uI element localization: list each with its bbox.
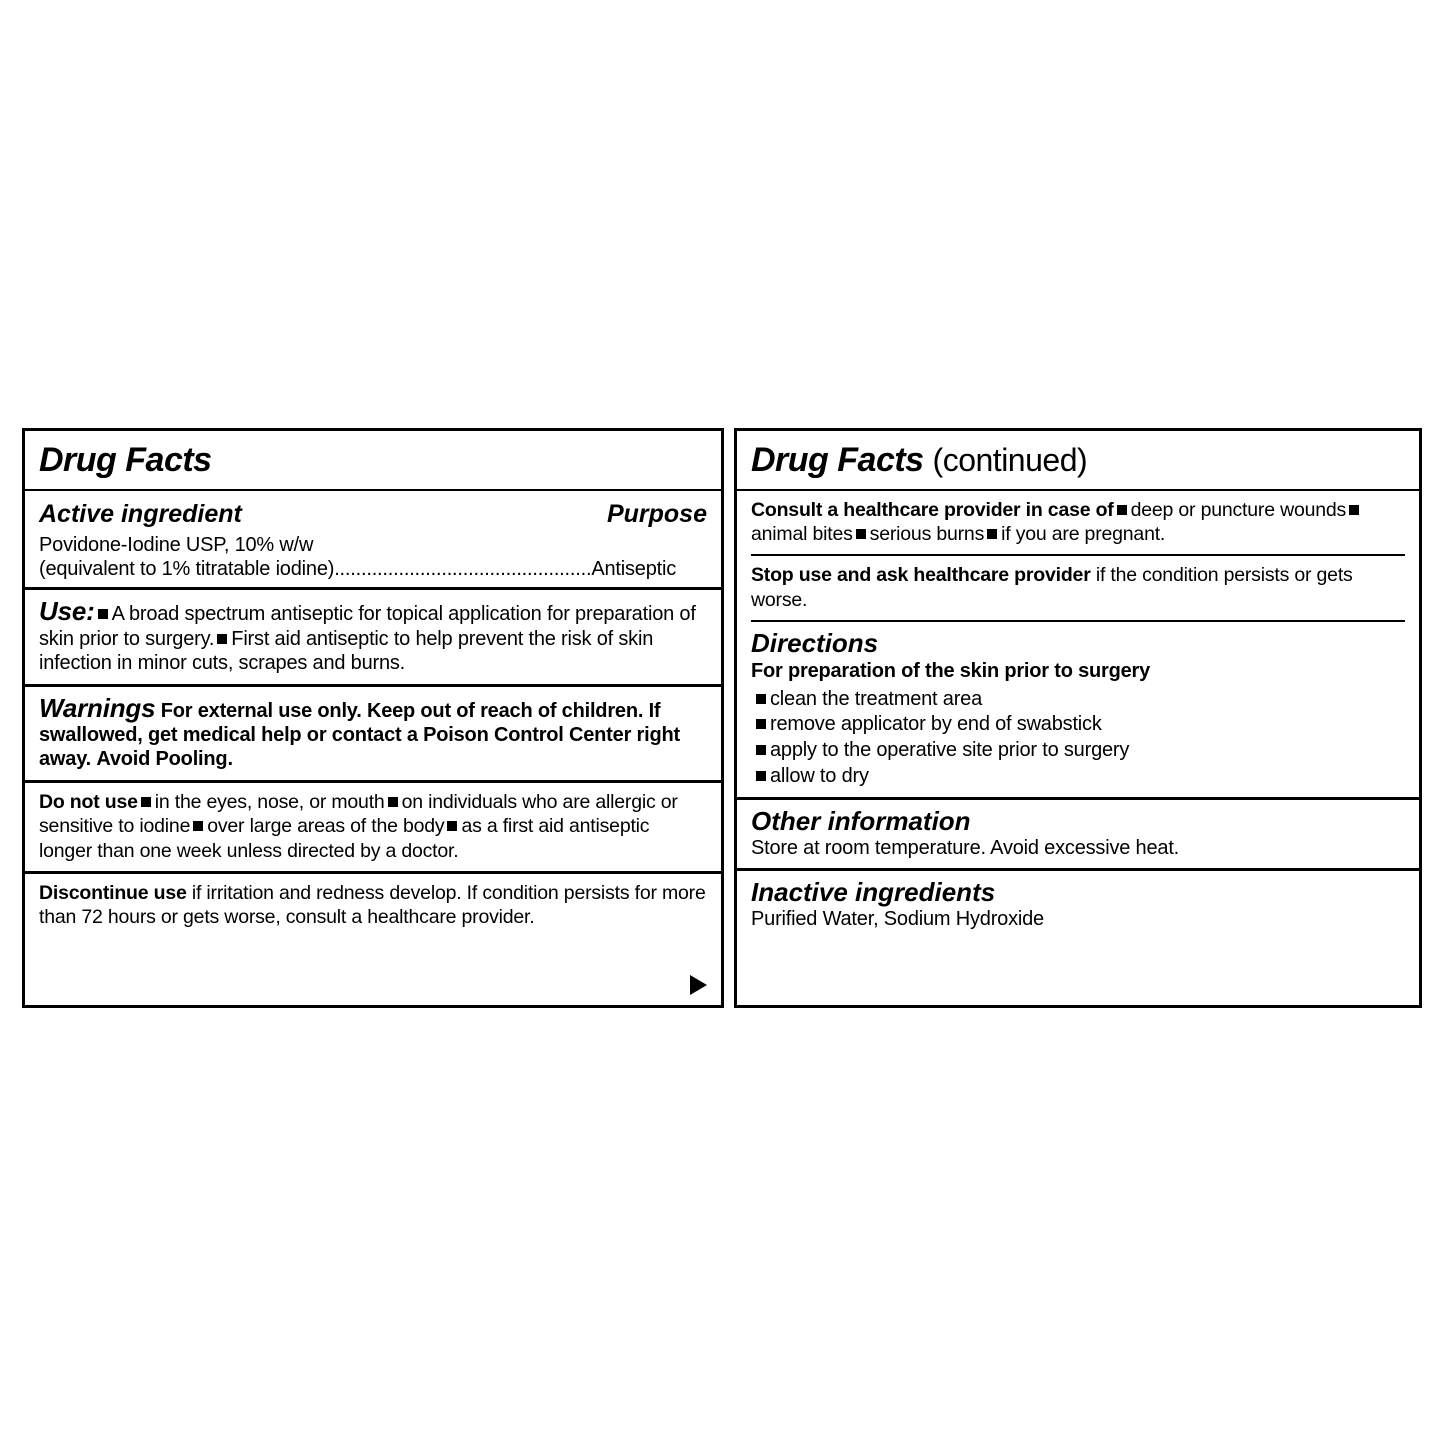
directions-step bbox=[751, 683, 1405, 713]
right-title-continued-text: (continued) bbox=[932, 442, 1088, 478]
square-bullet-icon bbox=[756, 771, 766, 781]
warnings-heading: Warnings bbox=[39, 692, 156, 723]
active-ingredient-header-row bbox=[39, 497, 707, 529]
do-not-use-item-1: in the eyes, nose, or mouth bbox=[154, 790, 385, 813]
square-bullet-icon bbox=[193, 821, 203, 831]
directions-step-label: apply to the operative site prior to surgery bbox=[770, 738, 1130, 761]
other-information-text: Store at room temperature. Avoid excessive heat. bbox=[751, 836, 1180, 859]
use-item-1: A broad spectrum antiseptic for topical application for preparation of skin prior to surgery. bbox=[39, 603, 696, 650]
page-title: Drug Facts bbox=[39, 441, 212, 479]
square-bullet-icon bbox=[141, 797, 151, 807]
stop-use-text: if the condition persists or gets worse. bbox=[751, 564, 1353, 611]
stop-use-paragraph bbox=[751, 563, 1405, 612]
warnings-section bbox=[25, 687, 721, 780]
consult-item-2: animal bites bbox=[751, 523, 853, 546]
square-bullet-icon bbox=[388, 797, 398, 807]
discontinue-paragraph bbox=[39, 881, 707, 930]
discontinue-heading: Discontinue use bbox=[39, 881, 187, 904]
directions-heading: Directions bbox=[751, 628, 879, 659]
square-bullet-icon bbox=[987, 529, 997, 539]
discontinue-section bbox=[25, 874, 721, 938]
active-ingredient-line-1: Povidone-Iodine USP, 10% w/w bbox=[39, 533, 314, 556]
square-bullet-icon bbox=[1349, 505, 1359, 515]
active-ingredient-section bbox=[25, 491, 721, 588]
consult-item-1: deep or puncture wounds bbox=[1130, 498, 1347, 521]
square-bullet-icon bbox=[447, 821, 457, 831]
do-not-use-item-3: over large areas of the body bbox=[207, 815, 445, 838]
do-not-use-paragraph bbox=[39, 790, 707, 863]
right-title-block bbox=[737, 431, 1419, 489]
do-not-use-heading: Do not use bbox=[39, 790, 138, 813]
left-title-block bbox=[25, 431, 721, 489]
consult-item-3: serious burns bbox=[869, 523, 985, 546]
consult-item-4: if you are pregnant. bbox=[1001, 523, 1166, 546]
inactive-ingredients-heading: Inactive ingredients bbox=[751, 877, 996, 908]
drug-facts-panel-left bbox=[22, 428, 724, 1008]
purpose-heading: Purpose bbox=[606, 499, 707, 528]
directions-step bbox=[751, 764, 1405, 790]
warnings-avoid-pooling: Avoid Pooling. bbox=[96, 748, 233, 771]
square-bullet-icon bbox=[98, 609, 108, 619]
directions-section bbox=[737, 622, 1419, 797]
directions-step-label: allow to dry bbox=[770, 764, 869, 787]
do-not-use-section bbox=[25, 783, 721, 871]
square-bullet-icon bbox=[756, 694, 766, 704]
stop-use-heading: Stop use and ask healthcare provider bbox=[751, 564, 1091, 587]
consult-paragraph bbox=[751, 498, 1405, 547]
inactive-ingredients-text: Purified Water, Sodium Hydroxide bbox=[751, 907, 1044, 930]
other-information-heading: Other information bbox=[751, 806, 971, 837]
directions-step-label: remove applicator by end of swabstick bbox=[770, 713, 1102, 736]
right-title-text: Drug Facts bbox=[751, 441, 924, 479]
do-not-use-item-2: on individuals who are allergic or sensitive to iodine bbox=[39, 790, 678, 838]
square-bullet-icon bbox=[1117, 505, 1127, 515]
continue-arrow-icon bbox=[690, 975, 707, 995]
directions-step bbox=[751, 712, 1405, 738]
warnings-paragraph bbox=[39, 694, 707, 772]
square-bullet-icon bbox=[756, 719, 766, 729]
consult-heading: Consult a healthcare provider in case of bbox=[751, 498, 1114, 521]
directions-step-label: clean the treatment area bbox=[770, 687, 982, 710]
use-paragraph bbox=[39, 597, 707, 675]
active-ingredient-line-2: (equivalent to 1% titratable iodine)................................................Antiseptic bbox=[39, 558, 677, 581]
use-item-2: First aid antiseptic to help prevent the risk of skin infection in minor cuts, scrapes and burns. bbox=[39, 627, 654, 675]
drug-facts-label bbox=[22, 428, 1422, 1008]
do-not-use-item-4: as a first aid antiseptic longer than one week unless directed by a doctor. bbox=[39, 815, 650, 862]
directions-subheading: For preparation of the skin prior to surgery bbox=[751, 659, 1151, 682]
inactive-ingredients-section bbox=[737, 871, 1419, 939]
consult-section bbox=[737, 491, 1419, 555]
drug-facts-panel-right bbox=[734, 428, 1422, 1008]
active-ingredient-heading: Active ingredient bbox=[39, 499, 242, 528]
square-bullet-icon bbox=[856, 529, 866, 539]
directions-step bbox=[751, 738, 1405, 764]
other-information-section bbox=[737, 800, 1419, 868]
warnings-text: For external use only. Keep out of reach of children. If swallowed, get medical help or contact a Poison Control Center right away. bbox=[39, 699, 680, 771]
square-bullet-icon bbox=[756, 745, 766, 755]
square-bullet-icon bbox=[217, 634, 227, 644]
use-section bbox=[25, 590, 721, 683]
stop-use-section bbox=[737, 556, 1419, 620]
discontinue-text: if irritation and redness develop. If condition persists for more than 72 hours or gets worse, consult a healthcare provider. bbox=[39, 881, 706, 929]
use-heading: Use: bbox=[39, 596, 95, 627]
page-title-continued bbox=[751, 443, 1405, 479]
